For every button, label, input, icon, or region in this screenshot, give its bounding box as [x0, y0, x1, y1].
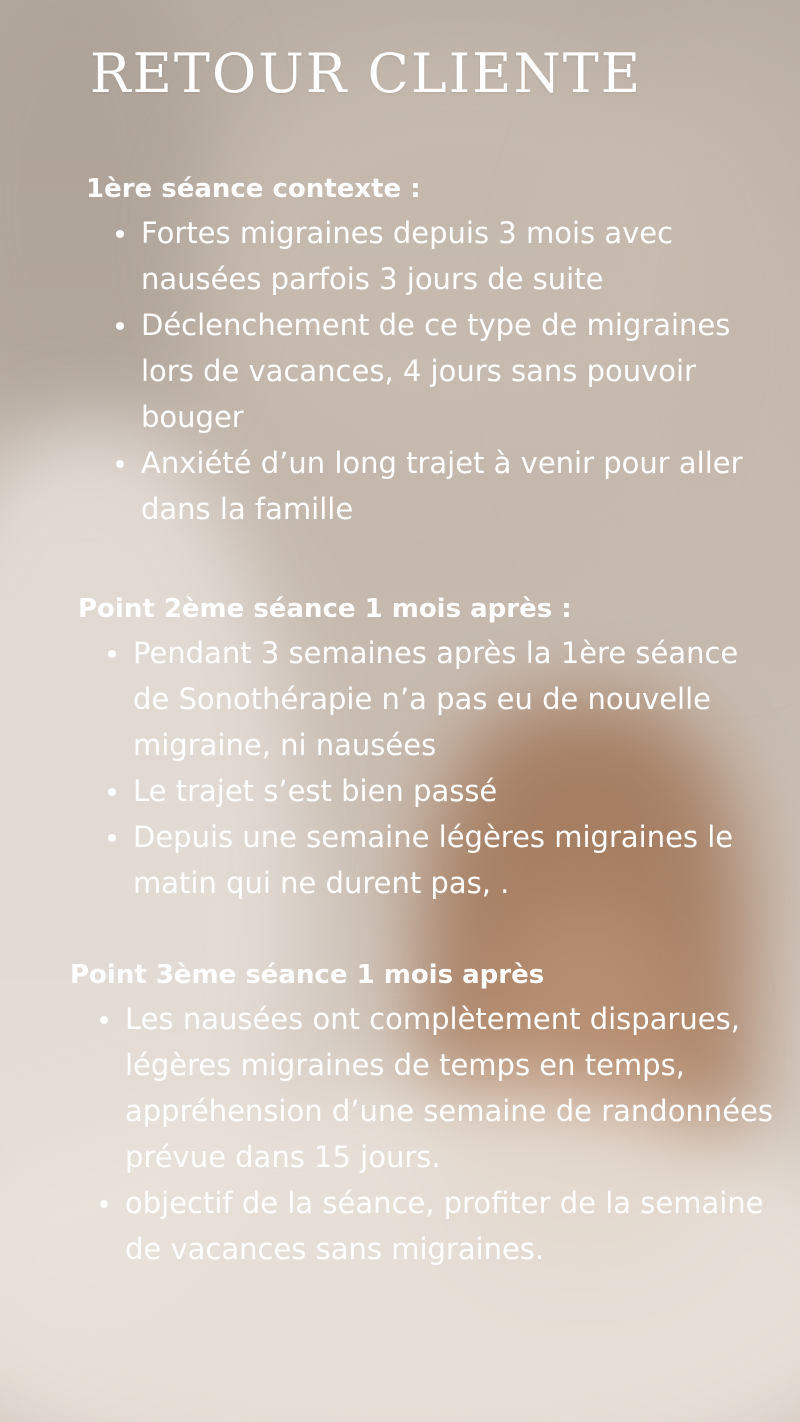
bullet-list	[86, 210, 746, 532]
bullet-list	[70, 996, 780, 1272]
list-item: Pendant 3 semaines après la 1ère séance de Sonothérapie n’a pas eu de nouvelle migraine, ni nausées	[78, 630, 778, 768]
list-item: Le trajet s’est bien passé	[78, 768, 778, 814]
bullet-list	[78, 630, 778, 906]
section-second-session	[78, 592, 778, 906]
page-title: RETOUR CLIENTE	[89, 42, 643, 105]
section-first-session	[86, 172, 746, 532]
section-third-session	[70, 958, 780, 1272]
list-item: Fortes migraines depuis 3 mois avec nausées parfois 3 jours de suite	[86, 210, 746, 302]
list-item: objectif de la séance, profiter de la semaine de vacances sans migraines.	[70, 1180, 780, 1272]
list-item: Les nausées ont complètement disparues, légères migraines de temps en temps, appréhension d’une semaine de randonnées prévue dans 15 jours.	[70, 996, 780, 1180]
section-heading: Point 3ème séance 1 mois après	[70, 960, 545, 990]
section-heading: 1ère séance contexte :	[86, 174, 421, 204]
list-item: Depuis une semaine légères migraines le matin qui ne durent pas, .	[78, 814, 778, 906]
list-item: Déclenchement de ce type de migraines lors de vacances, 4 jours sans pouvoir bouger	[86, 302, 746, 440]
section-heading: Point 2ème séance 1 mois après :	[78, 594, 572, 624]
list-item: Anxiété d’un long trajet à venir pour aller dans la famille	[86, 440, 746, 532]
